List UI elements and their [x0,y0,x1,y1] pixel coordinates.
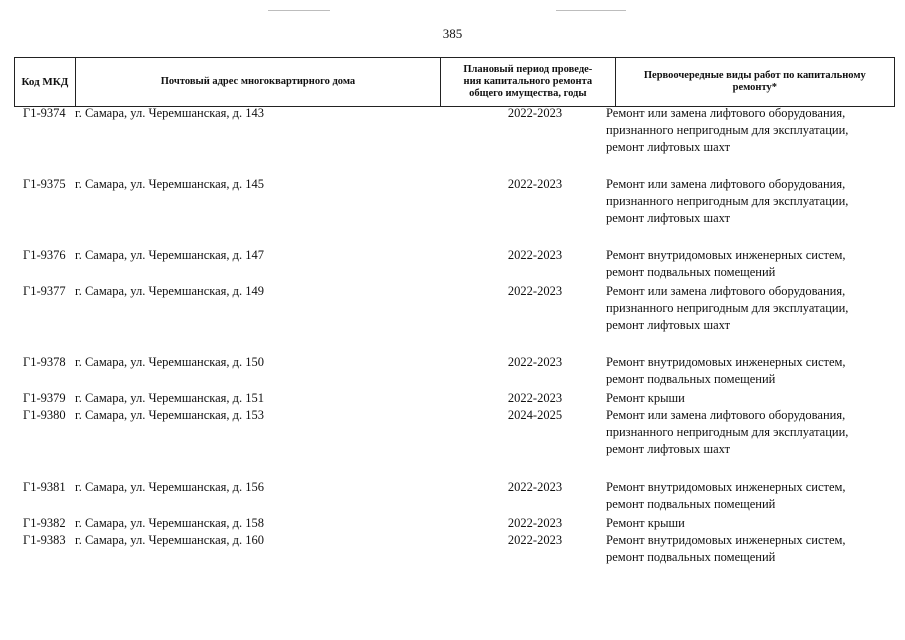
header-period-line: ния капитального ремонта [463,76,593,87]
row-works-line: признанного непригодным для эксплуатации, [606,425,849,439]
row-works-line: Ремонт внутридомовых инженерных систем, [606,533,846,547]
row-works-line: ремонт подвальных помещений [606,550,776,564]
row-works-line: Ремонт внутридомовых инженерных систем, [606,355,846,369]
row-works [606,532,896,566]
row-works-line: признанного непригодным для эксплуатации, [606,194,849,208]
row-period: 2022-2023 [507,284,563,298]
row-works-line: ремонт подвальных помещений [606,372,776,386]
row-works [606,176,896,227]
row-code: Г1-9375 [23,177,66,191]
row-address: г. Самара, ул. Черемшанская, д. 153 [75,408,265,422]
row-period: 2022-2023 [507,177,563,191]
row-works [606,390,896,407]
row-works-line: ремонт лифтовых шахт [606,140,731,154]
page-number: 385 [442,26,463,41]
header-works [616,58,894,106]
row-works-line: ремонт лифтовых шахт [606,442,731,456]
scan-artifact-right [556,10,626,11]
row-code: Г1-9379 [23,391,66,405]
row-works-line: Ремонт или замена лифтового оборудования, [606,177,846,191]
row-period: 2024-2025 [507,408,563,422]
row-works [606,283,896,334]
row-period: 2022-2023 [507,248,563,262]
header-works-line: Первоочередные виды работ по капитальному [643,70,866,81]
row-works [606,407,896,458]
row-address: г. Самара, ул. Черемшанская, д. 156 [75,480,265,494]
row-period: 2022-2023 [507,533,563,547]
row-works-line: Ремонт крыши [606,516,685,530]
row-address: г. Самара, ул. Черемшанская, д. 150 [75,355,265,369]
header-address [76,58,441,106]
row-address: г. Самара, ул. Черемшанская, д. 145 [75,177,265,191]
row-code: Г1-9378 [23,355,66,369]
header-works-line: ремонту* [732,82,777,93]
row-works-line: ремонт лифтовых шахт [606,211,731,225]
row-address: г. Самара, ул. Черемшанская, д. 158 [75,516,265,530]
scan-artifact-left [268,10,330,11]
row-period: 2022-2023 [507,480,563,494]
header-period-line: общего имущества, годы [469,88,587,99]
row-code: Г1-9381 [23,480,66,494]
row-period: 2022-2023 [507,106,563,120]
row-works [606,515,896,532]
row-address: г. Самара, ул. Черемшанская, д. 147 [75,248,265,262]
row-code: Г1-9374 [23,106,66,120]
row-works-line: ремонт подвальных помещений [606,497,776,511]
row-works-line: Ремонт или замена лифтового оборудования, [606,408,846,422]
row-period: 2022-2023 [507,355,563,369]
row-code: Г1-9383 [23,533,66,547]
row-code: Г1-9382 [23,516,66,530]
row-works-line: Ремонт или замена лифтового оборудования, [606,284,846,298]
row-period: 2022-2023 [507,516,563,530]
row-address: г. Самара, ул. Черемшанская, д. 143 [75,106,265,120]
row-period: 2022-2023 [507,391,563,405]
row-address: г. Самара, ул. Черемшанская, д. 151 [75,391,265,405]
row-works-line: Ремонт или замена лифтового оборудования, [606,106,846,120]
row-works-line: Ремонт внутридомовых инженерных систем, [606,248,846,262]
row-works [606,105,896,156]
row-address: г. Самара, ул. Черемшанская, д. 160 [75,533,265,547]
header-code-label: Код МКД [21,76,69,88]
row-works-line: ремонт подвальных помещений [606,265,776,279]
row-works-line: признанного непригодным для эксплуатации, [606,301,849,315]
row-works-line: Ремонт внутридомовых инженерных систем, [606,480,846,494]
row-code: Г1-9376 [23,248,66,262]
header-address-label: Почтовый адрес многоквартирного дома [160,76,356,87]
header-period-line: Плановый период проведе- [463,64,593,75]
row-works [606,247,896,281]
row-works [606,479,896,513]
header-period [441,58,616,106]
row-code: Г1-9380 [23,408,66,422]
row-works [606,354,896,388]
row-address: г. Самара, ул. Черемшанская, д. 149 [75,284,265,298]
row-works-line: признанного непригодным для эксплуатации, [606,123,849,137]
row-code: Г1-9377 [23,284,66,298]
header-code [15,58,76,106]
table-header [14,57,895,107]
row-works-line: ремонт лифтовых шахт [606,318,731,332]
row-works-line: Ремонт крыши [606,391,685,405]
